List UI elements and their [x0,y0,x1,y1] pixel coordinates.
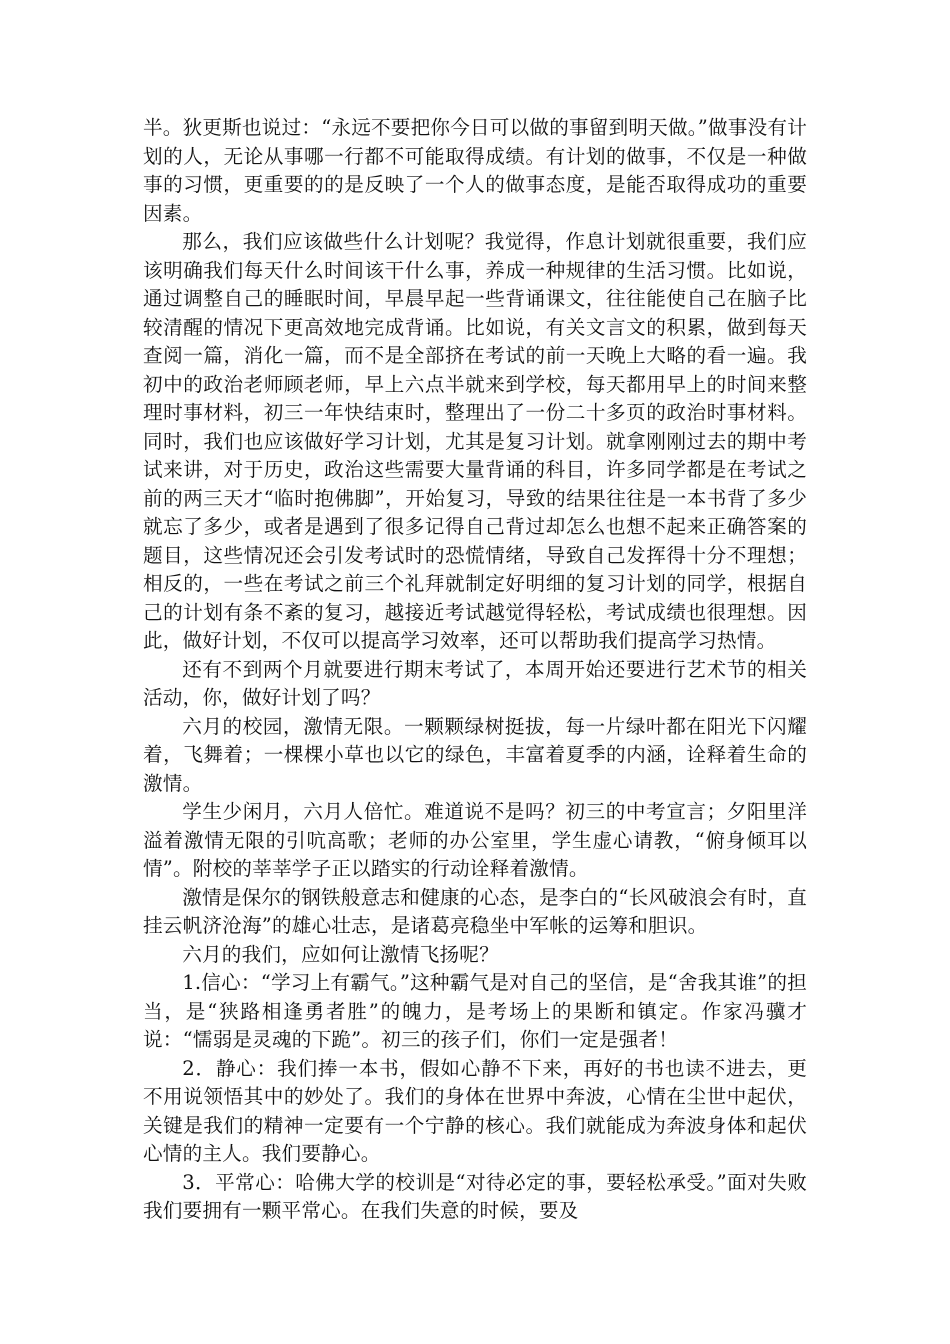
paragraph: 六月的校园，激情无限。一颗颗绿树挺拔，每一片绿叶都在阳光下闪耀着，飞舞着；一棵棵小草也以它的绿色，丰富着夏季的内涵，诠释着生命的激情。 [143,714,807,795]
paragraph: 那么，我们应该做些什么计划呢？我觉得，作息计划就很重要，我们应该明确我们每天什么时间该干什么事，养成一种规律的生活习惯。比如说，通过调整自己的睡眠时间，早晨早起一些背诵课文，往往能使自己在脑子比较清醒的情况下更高效地完成背诵。比如说，有关文言文的积累，做到每天查阅一篇，消化一篇，而不是全部挤在考试的前一天晚上大略的看一遍。我初中的政治老师顾老师，早上六点半就来到学校，每天都用早上的时间来整理时事材料，初三一年快结束时，整理出了一份二十多页的政治时事材料。同时，我们也应该做好学习计划，尤其是复习计划。就拿刚刚过去的期中考试来讲，对于历史，政治这些需要大量背诵的科目，许多同学都是在考试之前的两三天才“临时抱佛脚”，开始复习，导致的结果往往是一本书背了多少就忘了多少，或者是遇到了很多记得自己背过却怎么也想不起来正确答案的题目，这些情况还会引发考试时的恐慌情绪，导致自己发挥得十分不理想；相反的，一些在考试之前三个礼拜就制定好明细的复习计划的同学，根据自己的计划有条不紊的复习，越接近考试越觉得轻松，考试成绩也很理想。因此，做好计划，不仅可以提高学习效率，还可以帮助我们提高学习热情。 [143,230,807,652]
list-item: 1.信心：“学习上有霸气。”这种霸气是对自己的坚信，是“舍我其谁”的担当，是“狭路相逢勇者胜”的魄力，是考场上的果断和镇定。作家冯骥才说：“懦弱是灵魂的下跪”。初三的孩子们，你们一定是强者！ [143,971,807,1051]
document-body [143,114,807,1226]
list-item: 2．静心：我们捧一本书，假如心静不下来，再好的书也读不进去，更不用说领悟其中的妙处了。我们的身体在世界中奔波，心情在尘世中起伏，关键是我们的精神一定要有一个宁静的核心。我们就能成为奔波身体和起伏心情的主人。我们要静心。 [143,1056,807,1165]
paragraph: 学生少闲月，六月人倍忙。难道说不是吗？初三的中考宣言；夕阳里洋溢着激情无限的引吭高歌；老师的办公室里，学生虚心请教，“俯身倾耳以情”。附校的莘莘学子正以踏实的行动诠释着激情。 [143,800,807,880]
paragraph: 激情是保尔的钢铁般意志和健康的心态，是李白的“长风破浪会有时，直挂云帆济沧海”的雄心壮志，是诸葛亮稳坐中军帐的运筹和胆识。 [143,885,807,937]
paragraph: 六月的我们，应如何让激情飞扬呢？ [182,942,499,966]
paragraph: 半。狄更斯也说过：“永远不要把你今日可以做的事留到明天做。”做事没有计划的人，无论从事哪一行都不可能取得成绩。有计划的做事，不仅是一种做事的习惯，更重要的的是反映了一个人的做事态度，是能否取得成功的重要因素。 [143,116,807,225]
list-item: 3．平常心：哈佛大学的校训是“对待必定的事，要轻松承受。”面对失败我们要拥有一颗平常心。在我们失意的时候，要及 [143,1170,807,1222]
paragraph: 还有不到两个月就要进行期末考试了，本周开始还要进行艺术节的相关活动，你，做好计划了吗？ [143,657,807,709]
